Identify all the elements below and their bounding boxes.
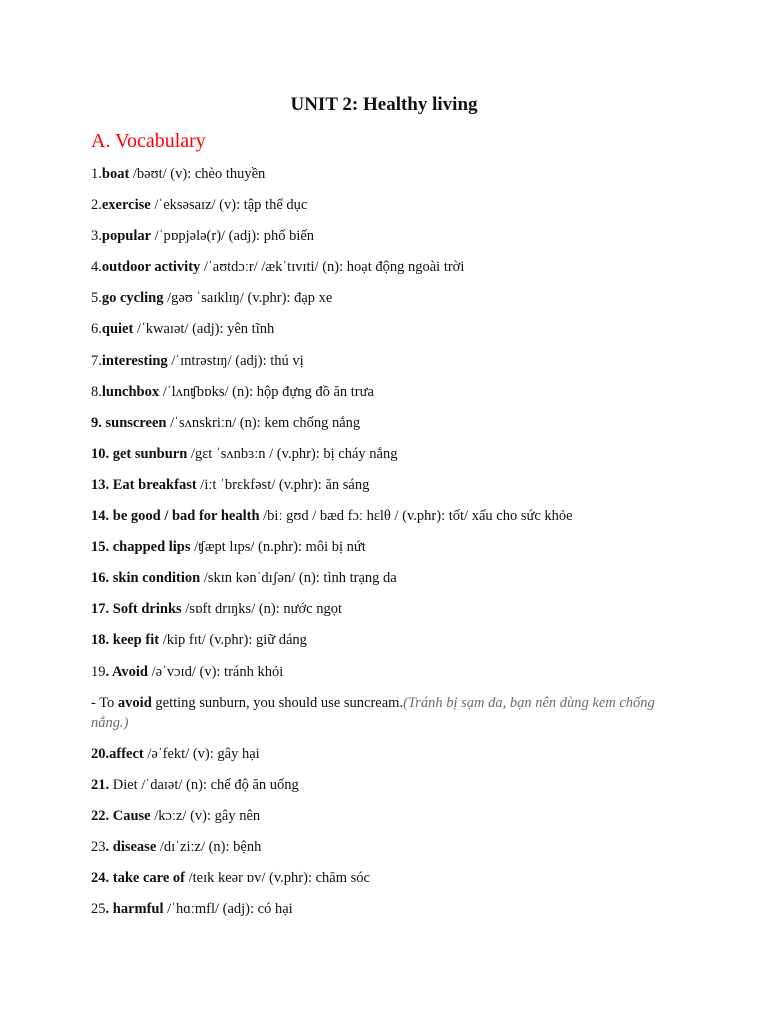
vocab-entry: 3.popular /ˈpɒpjələ(r)/ (adj): phổ biến	[91, 228, 315, 245]
vocab-entry: 6.quiet /ˈkwaɪət/ (adj): yên tĩnh	[91, 321, 275, 338]
vocab-entry: 4.outdoor activity /ˈaʊtdɔːr/ /ækˈtɪvɪti/ (n): hoạt động ngoài trời	[91, 259, 465, 276]
vocab-entry: 21. Diet /ˈdaɪət/ (n): chế độ ăn uống	[91, 776, 299, 793]
vocab-entry: 19. Avoid /əˈvɔɪd/ (v): tránh khỏi	[91, 663, 284, 680]
vocab-entry: 5.go cycling /gəʊ ˈsaɪklɪŋ/ (v.phr): đạp xe	[91, 290, 333, 307]
vocab-entry: 23. disease /dɪˈziːz/ (n): bệnh	[91, 838, 262, 855]
vocab-entry: 15. chapped lips /ʧæpt lɪps/ (n.phr): môi bị nứt	[91, 539, 366, 556]
vocab-entry: 24. take care of /teɪk keər ɒv/ (v.phr): chăm sóc	[91, 869, 370, 886]
vocabulary-list	[91, 164, 691, 930]
page-title: UNIT 2: Healthy living	[290, 94, 478, 115]
vocab-entry: 1.boat /bəʊt/ (v): chèo thuyền	[91, 166, 266, 182]
example-sentence: - To avoid getting sunburn, you should use suncream.(Tránh bị sạm da, bạn nên dùng kem chống nắng.)	[91, 694, 655, 731]
vocab-entry: 22. Cause /kɔːz/ (v): gây nên	[91, 807, 261, 824]
vocab-entry: 8.lunchbox /ˈlʌnʧbɒks/ (n): hộp đựng đồ ăn trưa	[91, 383, 374, 400]
section-heading: A. Vocabulary	[91, 130, 206, 152]
vocab-entry: 7.interesting /ˈɪntrəstɪŋ/ (adj): thú vị	[91, 352, 304, 369]
vocab-entry: 2.exercise /ˈeksəsaɪz/ (v): tập thể dục	[91, 197, 308, 214]
example-translation: (Tránh bị sạm da, bạn nên dùng kem chống nắng.)	[91, 694, 655, 731]
vocab-entry: 20.affect /əˈfekt/ (v): gây hại	[91, 745, 260, 762]
vocab-entry: 10. get sunburn /gɛt ˈsʌnbɜːn / (v.phr): bị cháy nắng	[91, 445, 398, 462]
vocab-entry: 13. Eat breakfast /iːt ˈbrɛkfəst/ (v.phr): ăn sáng	[91, 476, 370, 493]
vocab-entry: 17. Soft drinks /sɒft drɪŋks/ (n): nước ngọt	[91, 601, 343, 618]
vocab-entry: 18. keep fit /kip fɪt/ (v.phr): giữ dáng	[91, 632, 307, 649]
vocab-entry: 25. harmful /ˈhɑːmfl/ (adj): có hại	[91, 901, 293, 918]
vocab-entry: 16. skin condition /skɪn kənˈdɪʃən/ (n): tình trạng da	[91, 570, 397, 587]
vocab-entry: 9. sunscreen /ˈsʌnskriːn/ (n): kem chống nắng	[91, 414, 361, 431]
vocab-entry: 14. be good / bad for health /biː gʊd / bæd fɔː hɛlθ / (v.phr): tốt/ xấu cho sức khỏe	[91, 508, 573, 525]
